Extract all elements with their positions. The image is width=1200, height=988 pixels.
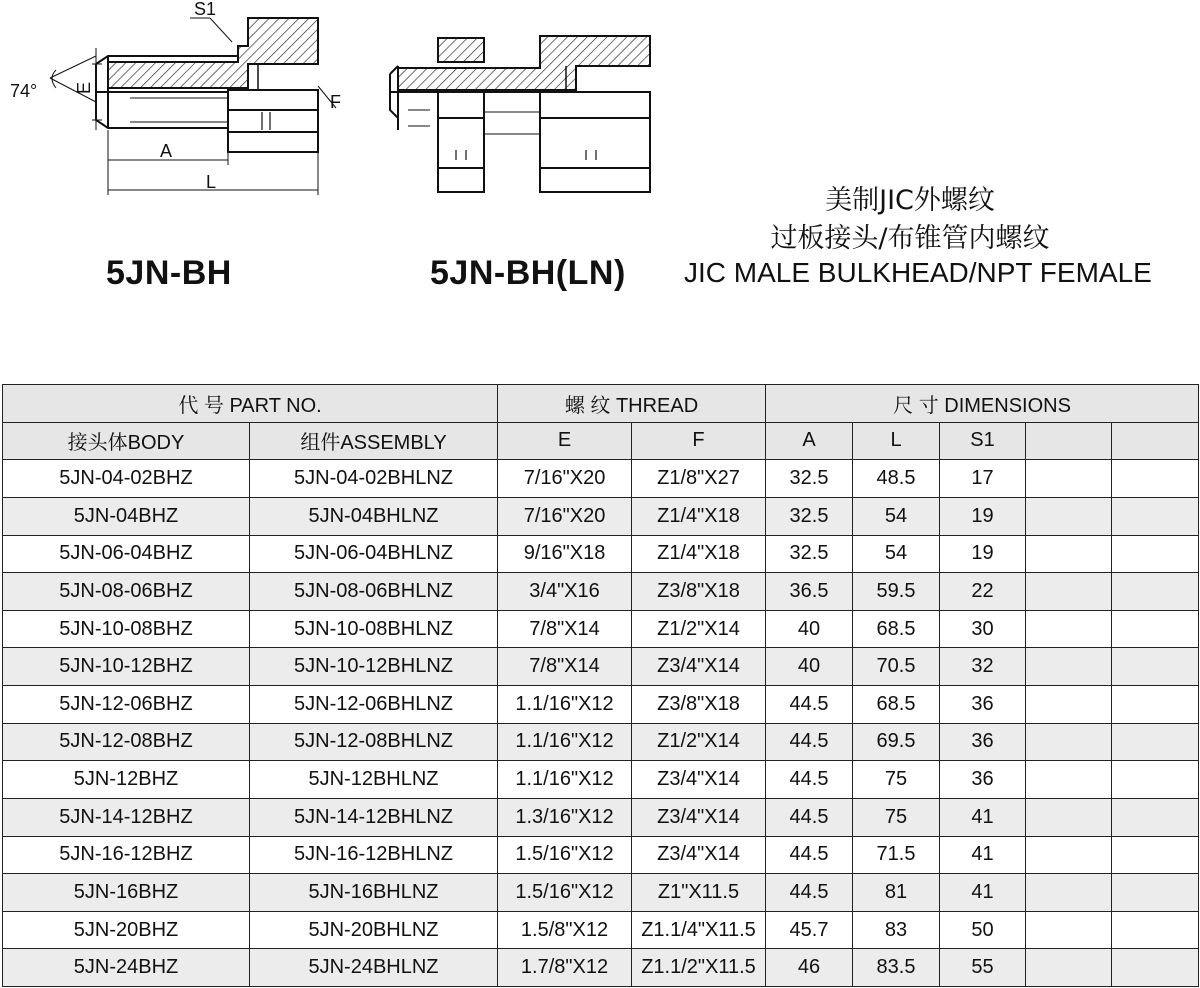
table-row	[3, 949, 1199, 987]
table-cell	[1112, 535, 1199, 573]
table-cell	[1112, 648, 1199, 686]
table-cell: 46	[766, 949, 853, 987]
label-s1: S1	[194, 0, 217, 19]
table-cell: 5JN-06-04BHLNZ	[250, 535, 498, 573]
table-cell: Z1/4"X18	[632, 535, 766, 573]
column-header: A	[766, 422, 853, 460]
table-cell: 36.5	[766, 573, 853, 611]
table-cell: 68.5	[853, 610, 940, 648]
table-cell: 7/16"X20	[498, 497, 632, 535]
label-a: A	[160, 141, 173, 161]
table-cell: 5JN-08-06BHZ	[3, 573, 250, 611]
table-row	[3, 723, 1199, 761]
table-row	[3, 535, 1199, 573]
table-cell: 5JN-14-12BHZ	[3, 798, 250, 836]
table-cell: 5JN-10-12BHLNZ	[250, 648, 498, 686]
table-cell: Z3/4"X14	[632, 836, 766, 874]
description-cn-line-1: 美制JIC外螺纹	[825, 185, 995, 216]
table-cell	[1112, 723, 1199, 761]
table-cell	[1112, 686, 1199, 724]
label-l: L	[206, 172, 217, 192]
table-cell: 44.5	[766, 723, 853, 761]
table-cell: 30	[940, 610, 1026, 648]
table-cell: 81	[853, 874, 940, 912]
column-header: 组件ASSEMBLY	[250, 422, 498, 460]
table-cell: 5JN-12BHZ	[3, 761, 250, 799]
table-cell: 7/8"X14	[498, 648, 632, 686]
table-cell: 5JN-20BHLNZ	[250, 911, 498, 949]
table-row	[3, 686, 1199, 724]
table-row	[3, 497, 1199, 535]
column-header	[1112, 422, 1199, 460]
column-header: 接头体BODY	[3, 422, 250, 460]
table-row	[3, 798, 1199, 836]
table-cell: 22	[940, 573, 1026, 611]
table-cell: Z1.1/4"X11.5	[632, 911, 766, 949]
table-cell: 32	[940, 648, 1026, 686]
table-cell: 36	[940, 686, 1026, 724]
table-row	[3, 836, 1199, 874]
table-cell: 5JN-12-08BHLNZ	[250, 723, 498, 761]
table-cell	[1026, 911, 1112, 949]
table-cell: 71.5	[853, 836, 940, 874]
table-cell: Z3/4"X14	[632, 798, 766, 836]
table-cell	[1112, 610, 1199, 648]
table-cell: 1.3/16"X12	[498, 798, 632, 836]
table-cell	[1026, 648, 1112, 686]
table-cell: 70.5	[853, 648, 940, 686]
table-row	[3, 911, 1199, 949]
table-cell: 41	[940, 874, 1026, 912]
table-cell	[1026, 798, 1112, 836]
table-row	[3, 761, 1199, 799]
drawing-5jn-bh-ln	[390, 36, 650, 192]
table-cell	[1026, 874, 1112, 912]
group-header-row	[3, 385, 1199, 423]
table-cell: 1.5/16"X12	[498, 836, 632, 874]
group-header-part-no: 代 号 PART NO.	[3, 385, 498, 423]
table-row	[3, 573, 1199, 611]
group-header-dimensions: 尺 寸 DIMENSIONS	[766, 385, 1199, 423]
table-cell: 45.7	[766, 911, 853, 949]
table-cell: 40	[766, 610, 853, 648]
table-cell	[1112, 798, 1199, 836]
table-cell	[1112, 874, 1199, 912]
spec-table-body	[3, 385, 1199, 987]
table-cell: 5JN-24BHZ	[3, 949, 250, 987]
table-cell: 5JN-04BHZ	[3, 497, 250, 535]
table-cell	[1026, 949, 1112, 987]
table-cell: 5JN-16BHLNZ	[250, 874, 498, 912]
description-en: JIC MALE BULKHEAD/NPT FEMALE	[684, 257, 1152, 288]
table-cell: 41	[940, 836, 1026, 874]
table-cell	[1112, 836, 1199, 874]
table-cell: 32.5	[766, 460, 853, 498]
table-cell: 9/16"X18	[498, 535, 632, 573]
table-cell: 83	[853, 911, 940, 949]
table-cell: 5JN-10-08BHLNZ	[250, 610, 498, 648]
table-cell: Z3/4"X14	[632, 761, 766, 799]
table-cell: 32.5	[766, 535, 853, 573]
table-cell	[1026, 497, 1112, 535]
table-cell: Z3/8"X18	[632, 573, 766, 611]
table-cell: 5JN-08-06BHLNZ	[250, 573, 498, 611]
table-cell: Z3/4"X14	[632, 648, 766, 686]
table-row	[3, 610, 1199, 648]
table-cell: 17	[940, 460, 1026, 498]
table-cell: 5JN-10-08BHZ	[3, 610, 250, 648]
table-cell: 5JN-12-06BHLNZ	[250, 686, 498, 724]
label-angle: 74°	[10, 81, 38, 101]
table-cell	[1026, 686, 1112, 724]
table-cell: 36	[940, 723, 1026, 761]
table-cell: 5JN-06-04BHZ	[3, 535, 250, 573]
table-cell: Z3/8"X18	[632, 686, 766, 724]
column-header: E	[498, 422, 632, 460]
table-cell: 1.1/16"X12	[498, 761, 632, 799]
table-cell: 7/8"X14	[498, 610, 632, 648]
table-cell: 50	[940, 911, 1026, 949]
table-cell: 1.1/16"X12	[498, 686, 632, 724]
column-header: F	[632, 422, 766, 460]
table-cell: 44.5	[766, 836, 853, 874]
table-cell: 5JN-14-12BHLNZ	[250, 798, 498, 836]
column-header: S1	[940, 422, 1026, 460]
table-cell: 5JN-12-08BHZ	[3, 723, 250, 761]
table-cell: 5JN-16BHZ	[3, 874, 250, 912]
table-cell: 54	[853, 497, 940, 535]
spec-table	[2, 384, 1199, 987]
table-row	[3, 648, 1199, 686]
table-cell: 1.5/16"X12	[498, 874, 632, 912]
table-cell: 59.5	[853, 573, 940, 611]
table-cell	[1026, 836, 1112, 874]
table-cell: 19	[940, 535, 1026, 573]
table-cell: 3/4"X16	[498, 573, 632, 611]
table-cell: Z1"X11.5	[632, 874, 766, 912]
table-cell: 41	[940, 798, 1026, 836]
table-cell: 69.5	[853, 723, 940, 761]
table-cell	[1112, 573, 1199, 611]
label-e: E	[74, 81, 94, 94]
table-cell: 5JN-20BHZ	[3, 911, 250, 949]
table-cell	[1112, 949, 1199, 987]
table-cell: 54	[853, 535, 940, 573]
group-header-thread: 螺 纹 THREAD	[498, 385, 766, 423]
table-cell: 5JN-04BHLNZ	[250, 497, 498, 535]
table-cell	[1112, 761, 1199, 799]
table-cell: 1.5/8"X12	[498, 911, 632, 949]
table-cell: 5JN-12BHLNZ	[250, 761, 498, 799]
table-cell: 32.5	[766, 497, 853, 535]
table-cell	[1112, 911, 1199, 949]
table-cell: 7/16"X20	[498, 460, 632, 498]
table-cell: 1.1/16"X12	[498, 723, 632, 761]
table-cell	[1026, 573, 1112, 611]
description-cn-line-2: 过板接头/布锥管内螺纹	[770, 223, 1050, 254]
table-cell: 83.5	[853, 949, 940, 987]
table-cell: 44.5	[766, 686, 853, 724]
table-cell: 75	[853, 798, 940, 836]
table-cell	[1112, 497, 1199, 535]
table-cell: 68.5	[853, 686, 940, 724]
table-cell	[1026, 610, 1112, 648]
model-title-5jn-bh-ln: 5JN-BH(LN)	[430, 254, 626, 292]
table-cell: 55	[940, 949, 1026, 987]
label-f: F	[330, 92, 341, 112]
table-cell: 44.5	[766, 874, 853, 912]
table-cell: Z1.1/2"X11.5	[632, 949, 766, 987]
column-header	[1026, 422, 1112, 460]
table-cell: Z1/2"X14	[632, 610, 766, 648]
table-cell: 5JN-04-02BHLNZ	[250, 460, 498, 498]
table-cell: 5JN-16-12BHLNZ	[250, 836, 498, 874]
table-cell: 5JN-24BHLNZ	[250, 949, 498, 987]
table-cell: 44.5	[766, 761, 853, 799]
table-cell	[1026, 723, 1112, 761]
table-cell: 5JN-04-02BHZ	[3, 460, 250, 498]
table-cell: Z1/2"X14	[632, 723, 766, 761]
table-cell: 5JN-16-12BHZ	[3, 836, 250, 874]
column-header-row	[3, 422, 1199, 460]
table-cell: 19	[940, 497, 1026, 535]
table-cell	[1026, 761, 1112, 799]
table-cell: 5JN-10-12BHZ	[3, 648, 250, 686]
table-cell	[1112, 460, 1199, 498]
column-header: L	[853, 422, 940, 460]
table-cell	[1026, 535, 1112, 573]
table-cell: 36	[940, 761, 1026, 799]
table-cell: 5JN-12-06BHZ	[3, 686, 250, 724]
table-cell	[1026, 460, 1112, 498]
table-cell: Z1/8"X27	[632, 460, 766, 498]
table-cell: 48.5	[853, 460, 940, 498]
table-cell: 75	[853, 761, 940, 799]
model-title-5jn-bh: 5JN-BH	[106, 254, 232, 292]
table-cell: Z1/4"X18	[632, 497, 766, 535]
table-row	[3, 874, 1199, 912]
table-cell: 1.7/8"X12	[498, 949, 632, 987]
table-row	[3, 460, 1199, 498]
table-cell: 40	[766, 648, 853, 686]
drawing-5jn-bh	[50, 18, 336, 195]
table-cell: 44.5	[766, 798, 853, 836]
